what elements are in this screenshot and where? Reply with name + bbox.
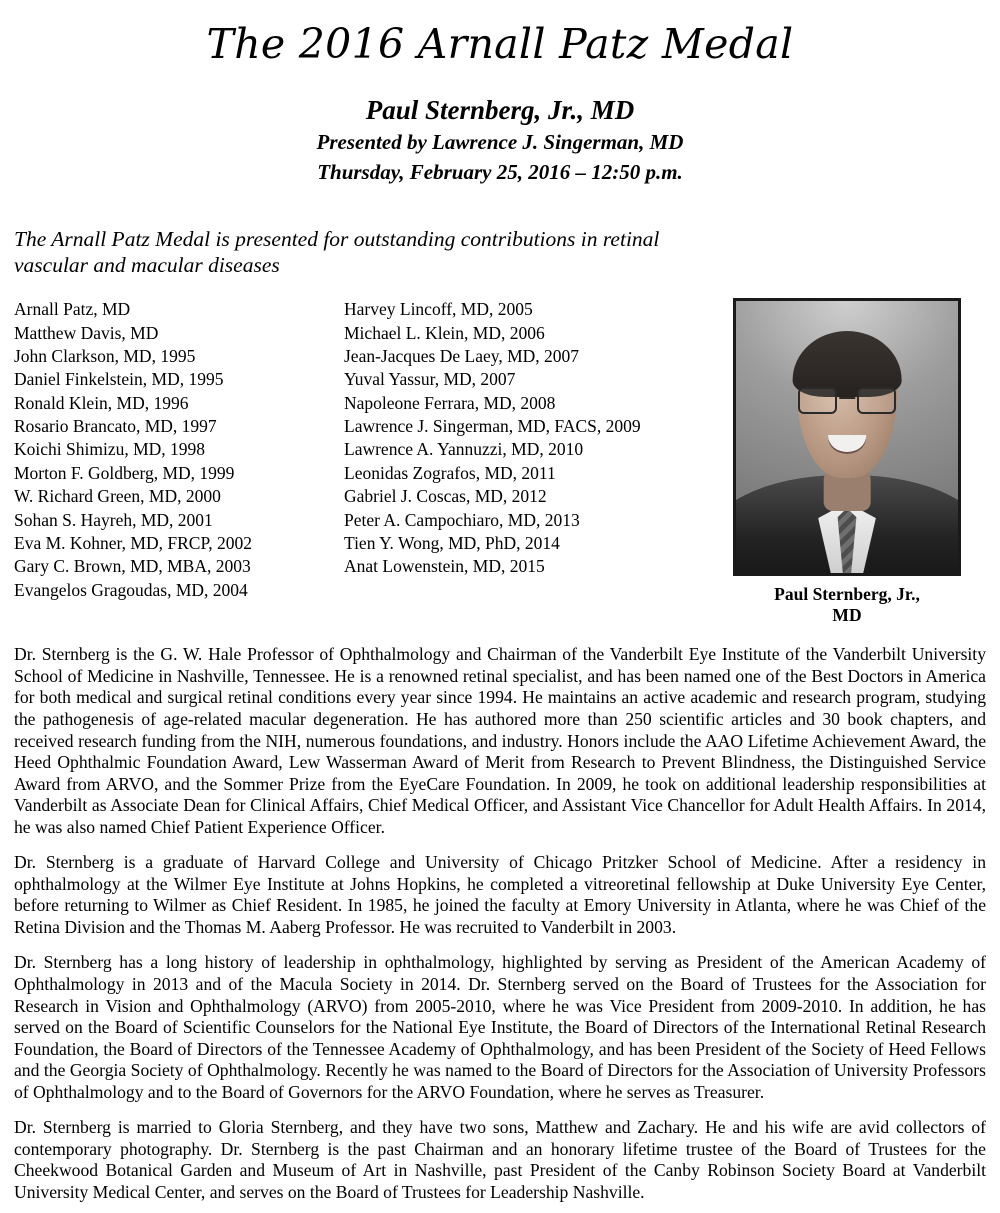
portrait-caption-line-two: MD (832, 605, 862, 626)
list-item: Evangelos Gragoudas, MD, 2004 (14, 579, 248, 600)
list-item: Jean-Jacques De Laey, MD, 2007 (344, 346, 580, 367)
page-title: The 2016 Arnall Patz Medal (206, 20, 794, 68)
recipients-and-photo (14, 298, 986, 626)
honoree-block (14, 94, 986, 186)
portrait-photo (733, 298, 961, 576)
list-item: Ronald Klein, MD, 1996 (14, 392, 189, 413)
list-item: Peter A. Campochiaro, MD, 2013 (344, 509, 580, 530)
list-item: Lawrence A. Yannuzzi, MD, 2010 (344, 439, 584, 460)
list-item: Anat Lowenstein, MD, 2015 (344, 556, 545, 577)
honoree-name: Paul Sternberg, Jr., MD (365, 94, 635, 125)
list-item: Yuval Yassur, MD, 2007 (344, 369, 516, 390)
list-item: Rosario Brancato, MD, 1997 (14, 416, 217, 437)
list-item: John Clarkson, MD, 1995 (14, 346, 196, 367)
portrait-caption-line-one: Paul Sternberg, Jr., (774, 584, 920, 605)
recipients-column-two (344, 298, 719, 602)
biography-paragraph: Dr. Sternberg is married to Gloria Sternberg, and they have two sons, Matthew and Zachary. He and his wife are avid collectors of contemporary photography. Dr. Sternberg is the past Chairman and an honorary lifetime trustee of the Board of Trustees for the Cheekwood Botanical Garden and Museum of Art in Nashville, past President of the Canby Robinson Society Board at Vanderbilt University Medical Center, and serves on the Board of Trustees for Leadership Nashville. (14, 1117, 986, 1202)
list-item: Matthew Davis, MD (14, 322, 159, 343)
award-description: The Arnall Patz Medal is presented for outstanding contributions in retinal vascular and macular diseases (14, 226, 660, 278)
list-item: Gary C. Brown, MD, MBA, 2003 (14, 556, 251, 577)
portrait-block (727, 298, 967, 626)
photo-eyeglass-bridge (839, 397, 855, 400)
presented-by: Presented by Lawrence J. Singerman, MD (316, 130, 684, 155)
list-item: Eva M. Kohner, MD, FRCP, 2002 (14, 532, 252, 553)
list-item: Michael L. Klein, MD, 2006 (344, 322, 545, 343)
portrait-caption (727, 584, 967, 626)
list-item: Harvey Lincoff, MD, 2005 (344, 299, 533, 320)
list-item: Koichi Shimizu, MD, 1998 (14, 439, 206, 460)
list-item: Morton F. Goldberg, MD, 1999 (14, 462, 235, 483)
list-item: Lawrence J. Singerman, MD, FACS, 2009 (344, 416, 641, 437)
biography (14, 644, 986, 1203)
recipients-list (14, 298, 719, 602)
biography-paragraph: Dr. Sternberg is a graduate of Harvard College and University of Chicago Pritzker School of Medicine. After a residency in ophthalmology at the Wilmer Eye Institute at Johns Hopkins, he completed a vitreoretinal fellowship at Duke University Eye Center, before returning to Wilmer as Chief Resident. In 1985, he joined the faculty at Emory University in Atlanta, where he was Chief of the Retina Division and the Thomas M. Aaberg Professor. He was recruited to Vanderbilt in 2003. (14, 852, 986, 937)
list-item: Gabriel J. Coscas, MD, 2012 (344, 486, 547, 507)
list-item: Arnall Patz, MD (14, 299, 131, 320)
list-item: Leonidas Zografos, MD, 2011 (344, 462, 556, 483)
list-item: Sohan S. Hayreh, MD, 2001 (14, 509, 213, 530)
list-item: W. Richard Green, MD, 2000 (14, 486, 221, 507)
list-item: Tien Y. Wong, MD, PhD, 2014 (344, 532, 560, 553)
biography-paragraph: Dr. Sternberg has a long history of leadership in ophthalmology, highlighted by serving as President of the American Academy of Ophthalmology in 2013 and of the Macula Society in 2014. Dr. Sternberg served on the Board of Trustees for the Association for Research in Vision and Ophthalmology (ARVO) from 2005-2010, where he was Vice President from 2009-2010. In addition, he has served on the Board of Scientific Counselors for the National Eye Institute, the Board of Directors of the International Retinal Research Foundation, the Board of Directors of the Tennessee Academy of Ophthalmology, and has been President of the Society of Heed Fellows and the Georgia Society of Ophthalmology. Recently he was named to the Board of Directors for the Association of University Professors of Ophthalmology and to the Board of Governors for the ARVO Foundation, where he serves as Treasurer. (14, 952, 986, 1102)
photo-eyeglass-right (857, 387, 895, 414)
presentation-datetime: Thursday, February 25, 2016 – 12:50 p.m. (317, 159, 683, 184)
photo-eyeglass-left (798, 387, 836, 414)
biography-paragraph: Dr. Sternberg is the G. W. Hale Professor of Ophthalmology and Chairman of the Vanderbilt Eye Institute of the Vanderbilt University School of Medicine in Nashville, Tennessee. He is a renowned retinal specialist, and has been named one of the Best Doctors in America for both medical and surgical retinal conditions every year since 1994. He maintains an active academic and research program, studying the pathogenesis of age-related macular degeneration. He has authored more than 250 scientific articles and 30 book chapters, and received research funding from the NIH, numerous foundations, and industry. Honors include the AAO Lifetime Achievement Award, the Heed Ophthalmic Foundation Award, Lew Wasserman Award of Merit from Research to Prevent Blindness, the Distinguished Service Award from ARVO, and the Sommer Prize from the EyeCare Foundation. In 2009, he took on additional leadership responsibilities at Vanderbilt as Associate Dean for Clinical Affairs, Chief Medical Officer, and Assistant Vice Chancellor for Adult Health Affairs. In 2014, he was also named Chief Patient Experience Officer. (14, 644, 986, 837)
list-item: Napoleone Ferrara, MD, 2008 (344, 392, 556, 413)
recipients-column-one (14, 298, 344, 602)
list-item: Daniel Finkelstein, MD, 1995 (14, 369, 224, 390)
